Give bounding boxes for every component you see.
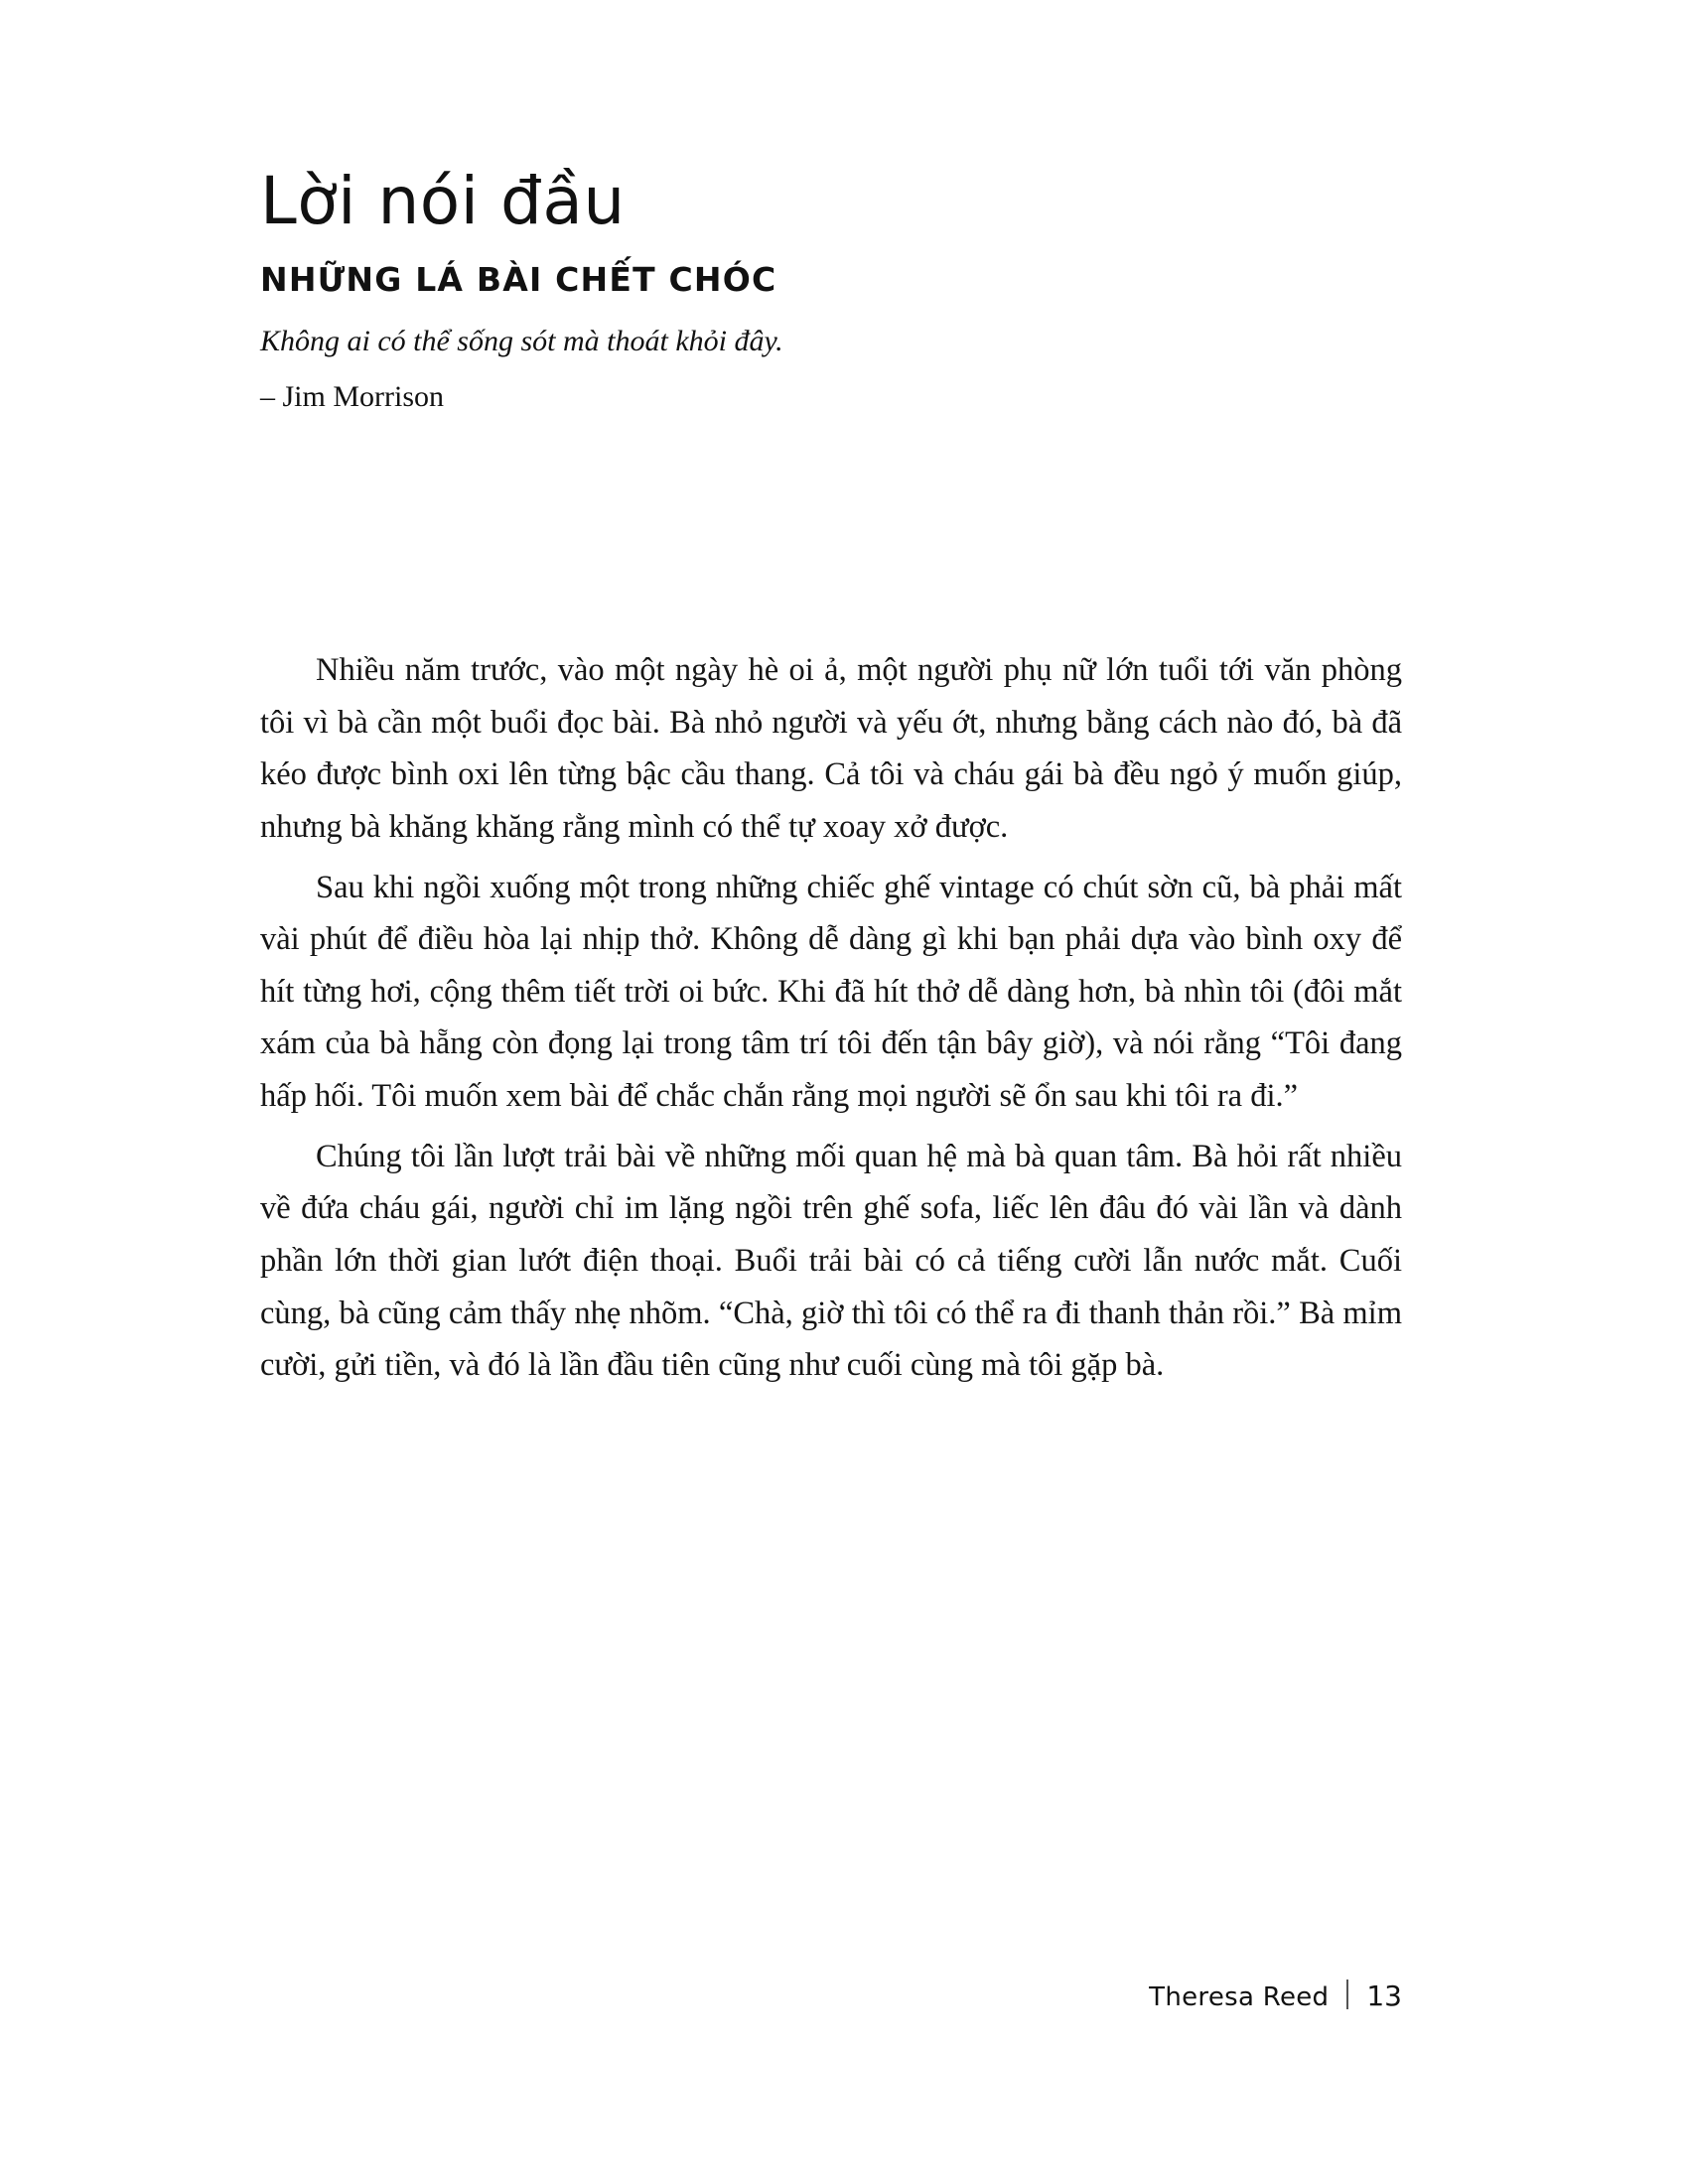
footer-author: Theresa Reed: [1149, 1982, 1330, 2012]
epigraph-attribution: – Jim Morrison: [260, 380, 445, 413]
paragraph: Chúng tôi lần lượt trải bài về những mối quan hệ mà bà quan tâm. Bà hỏi rất nhiều về đứa cháu gái, người chỉ im lặng ngồi trên ghế sofa, liếc lên đâu đó vài lần và dành phần lớn thời gian lướt điện thoại. Buổi trải bài có cả tiếng cười lẫn nước mắt. Cuối cùng, bà cũng cảm thấy nhẹ nhõm. “Chà, giờ thì tôi có thể ra đi thanh thản rồi.” Bà mỉm cười, gửi tiền, và đó là lần đầu tiên cũng như cuối cùng mà tôi gặp bà.: [260, 1138, 1402, 1384]
paragraph: Nhiều năm trước, vào một ngày hè oi ả, một người phụ nữ lớn tuổi tới văn phòng tôi vì bà cần một buổi đọc bài. Bà nhỏ người và yếu ớt, nhưng bằng cách nào đó, bà đã kéo được bình oxi lên từng bậc cầu thang. Cả tôi và cháu gái bà đều ngỏ ý muốn giúp, nhưng bà khăng khăng rằng mình có thể tự xoay xở được.: [260, 652, 1402, 845]
paragraph: Sau khi ngồi xuống một trong những chiếc ghế vintage có chút sờn cũ, bà phải mất vài phút để điều hòa lại nhịp thở. Không dễ dàng gì khi bạn phải dựa vào bình oxy để hít từng hơi, cộng thêm tiết trời oi bức. Khi đã hít thở dễ dàng hơn, bà nhìn tôi (đôi mắt xám của bà hẵng còn đọng lại trong tâm trí tôi đến tận bây giờ), và nói rằng “Tôi đang hấp hối. Tôi muốn xem bài để chắc chắn rằng mọi người sẽ ổn sau khi tôi ra đi.”: [260, 869, 1402, 1115]
epigraph-quote: Không ai có thể sống sót mà thoát khỏi đây.: [260, 325, 783, 357]
page-number: 13: [1366, 1979, 1402, 2012]
page-footer: [260, 1976, 1402, 2012]
page-title: Lời nói đầu: [260, 163, 626, 239]
body-text: [260, 644, 1402, 1392]
chapter-subtitle: NHỮNG LÁ BÀI CHẾT CHÓC: [260, 260, 777, 299]
footer-divider: [1346, 1979, 1348, 2009]
chapter-content: [260, 163, 1402, 1400]
